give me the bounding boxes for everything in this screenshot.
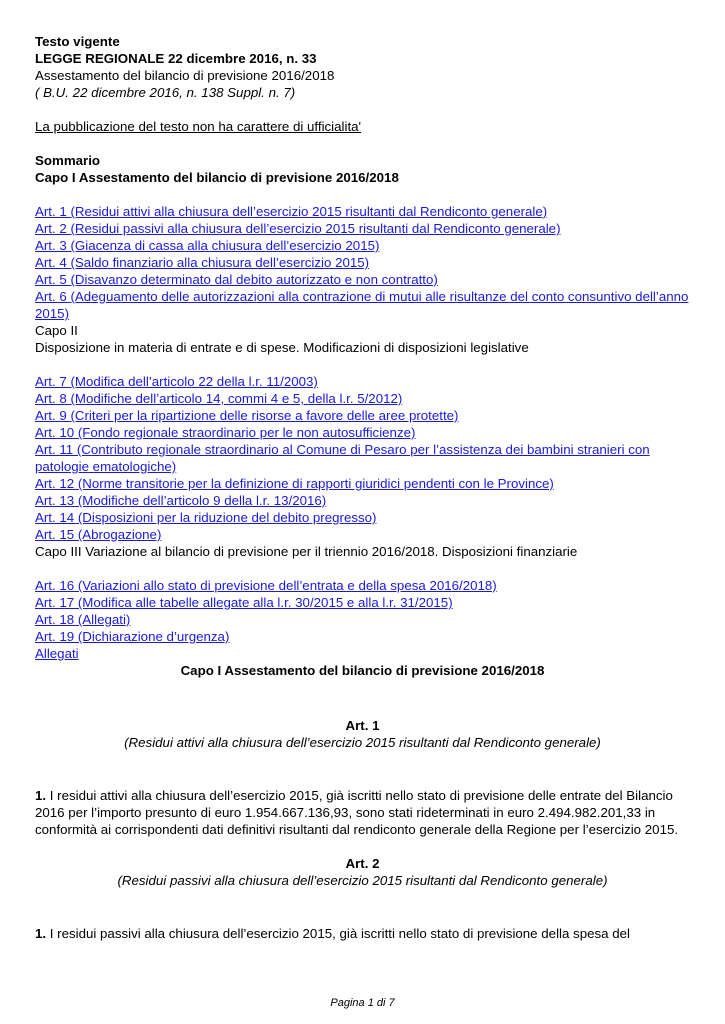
toc-capo-3 <box>35 577 690 662</box>
toc-link-art-19[interactable]: Art. 19 (Dichiarazione d’urgenza) <box>35 629 230 644</box>
page-number-footer: Pagina 1 di 7 <box>330 997 395 1009</box>
toc-link-art-8[interactable]: Art. 8 (Modifiche dell’articolo 14, commi 4 e 5, della l.r. 5/2012) <box>35 391 403 406</box>
toc-capo-1 <box>35 203 690 322</box>
toc-link-allegati[interactable]: Allegati <box>35 646 79 661</box>
document-page <box>35 33 690 942</box>
disclaimer: La pubblicazione del testo non ha carattere di ufficialita' <box>35 119 362 134</box>
toc-link-art-15[interactable]: Art. 15 (Abrogazione) <box>35 527 162 542</box>
bulletin-reference: ( B.U. 22 dicembre 2016, n. 138 Suppl. n. 7) <box>35 85 296 100</box>
toc-link-art-4[interactable]: Art. 4 (Saldo finanziario alla chiusura dell’esercizio 2015) <box>35 255 370 270</box>
toc-capo-2 <box>35 373 690 543</box>
toc-link-art-17[interactable]: Art. 17 (Modifica alle tabelle allegate alla l.r. 30/2015 e alla l.r. 31/2015) <box>35 595 453 610</box>
article-2-title: Art. 2 <box>345 856 380 871</box>
toc-link-art-5[interactable]: Art. 5 (Disavanzo determinato dal debito autorizzato e non contratto) <box>35 272 438 287</box>
toc-link-art-18[interactable]: Art. 18 (Allegati) <box>35 612 131 627</box>
article-2-paragraph-1 <box>35 925 690 942</box>
summary-capo-1: Capo I Assestamento del bilancio di previsione 2016/2018 <box>35 170 399 185</box>
article-1-paragraph-text: I residui attivi alla chiusura dell’esercizio 2015, già iscritti nello stato di previsione delle entrate del Bilancio 2016 per l’importo presunto di euro 1.954.667.136,93, sono stati rideterminati in euro 2.494.982.201,33 in conformità ai corrispondenti dati definitivi risultanti dal rendiconto generale della Regione per l’esercizio 2015. <box>35 788 679 837</box>
toc-link-art-9[interactable]: Art. 9 (Criteri per la ripartizione delle risorse a favore delle aree protette) <box>35 408 459 423</box>
toc-link-art-11[interactable]: Art. 11 (Contributo regionale straordinario al Comune di Pesaro per l’assistenza dei bambini stranieri con patologie ematologiche) <box>35 442 650 474</box>
article-2-paragraph-number: 1. <box>35 926 47 941</box>
law-subject: Assestamento del bilancio di previsione 2016/2018 <box>35 68 335 83</box>
toc-link-art-13[interactable]: Art. 13 (Modifiche dell’articolo 9 della l.r. 13/2016) <box>35 493 327 508</box>
article-2-subtitle: (Residui passivi alla chiusura dell’esercizio 2015 risultanti dal Rendiconto generale) <box>117 873 608 888</box>
toc-link-art-2[interactable]: Art. 2 (Residui passivi alla chiusura dell’esercizio 2015 risultanti dal Rendiconto generale) <box>35 221 561 236</box>
article-1-paragraph-number: 1. <box>35 788 47 803</box>
toc-link-art-6[interactable]: Art. 6 (Adeguamento delle autorizzazioni alla contrazione di mutui alle risultanze del conto consuntivo dell’anno 2015) <box>35 289 689 321</box>
summary-capo-2-title: Disposizione in materia di entrate e di spese. Modificazioni di disposizioni legislative <box>35 340 529 355</box>
toc-link-art-14[interactable]: Art. 14 (Disposizioni per la riduzione del debito pregresso) <box>35 510 377 525</box>
article-1-subtitle: (Residui attivi alla chiusura dell’esercizio 2015 risultanti dal Rendiconto generale) <box>124 735 601 750</box>
article-1-title: Art. 1 <box>345 718 380 733</box>
article-1-paragraph-1 <box>35 787 690 838</box>
toc-link-art-12[interactable]: Art. 12 (Norme transitorie per la definizione di rapporti giuridici pendenti con le Province) <box>35 476 554 491</box>
toc-link-art-7[interactable]: Art. 7 (Modifica dell’articolo 22 della l.r. 11/2003) <box>35 374 318 389</box>
summary-title: Sommario <box>35 153 101 168</box>
law-title: LEGGE REGIONALE 22 dicembre 2016, n. 33 <box>35 51 317 66</box>
capo-1-heading: Capo I Assestamento del bilancio di previsione 2016/2018 <box>180 663 545 678</box>
article-2 <box>35 855 690 889</box>
article-1 <box>35 717 690 751</box>
toc-link-art-1[interactable]: Art. 1 (Residui attivi alla chiusura dell’esercizio 2015 risultanti dal Rendiconto generale) <box>35 204 548 219</box>
summary-capo-2-label: Capo II <box>35 323 78 338</box>
summary-capo-3: Capo III Variazione al bilancio di previsione per il triennio 2016/2018. Disposizioni finanziarie <box>35 544 578 559</box>
status-label: Testo vigente <box>35 34 120 49</box>
article-2-paragraph-text: I residui passivi alla chiusura dell’esercizio 2015, già iscritti nello stato di previsione della spesa del <box>46 926 630 941</box>
toc-link-art-3[interactable]: Art. 3 (Giacenza di cassa alla chiusura dell’esercizio 2015) <box>35 238 380 253</box>
toc-link-art-10[interactable]: Art. 10 (Fondo regionale straordinario per le non autosufficienze) <box>35 425 416 440</box>
toc-link-art-16[interactable]: Art. 16 (Variazioni allo stato di previsione dell’entrata e della spesa 2016/2018) <box>35 578 497 593</box>
